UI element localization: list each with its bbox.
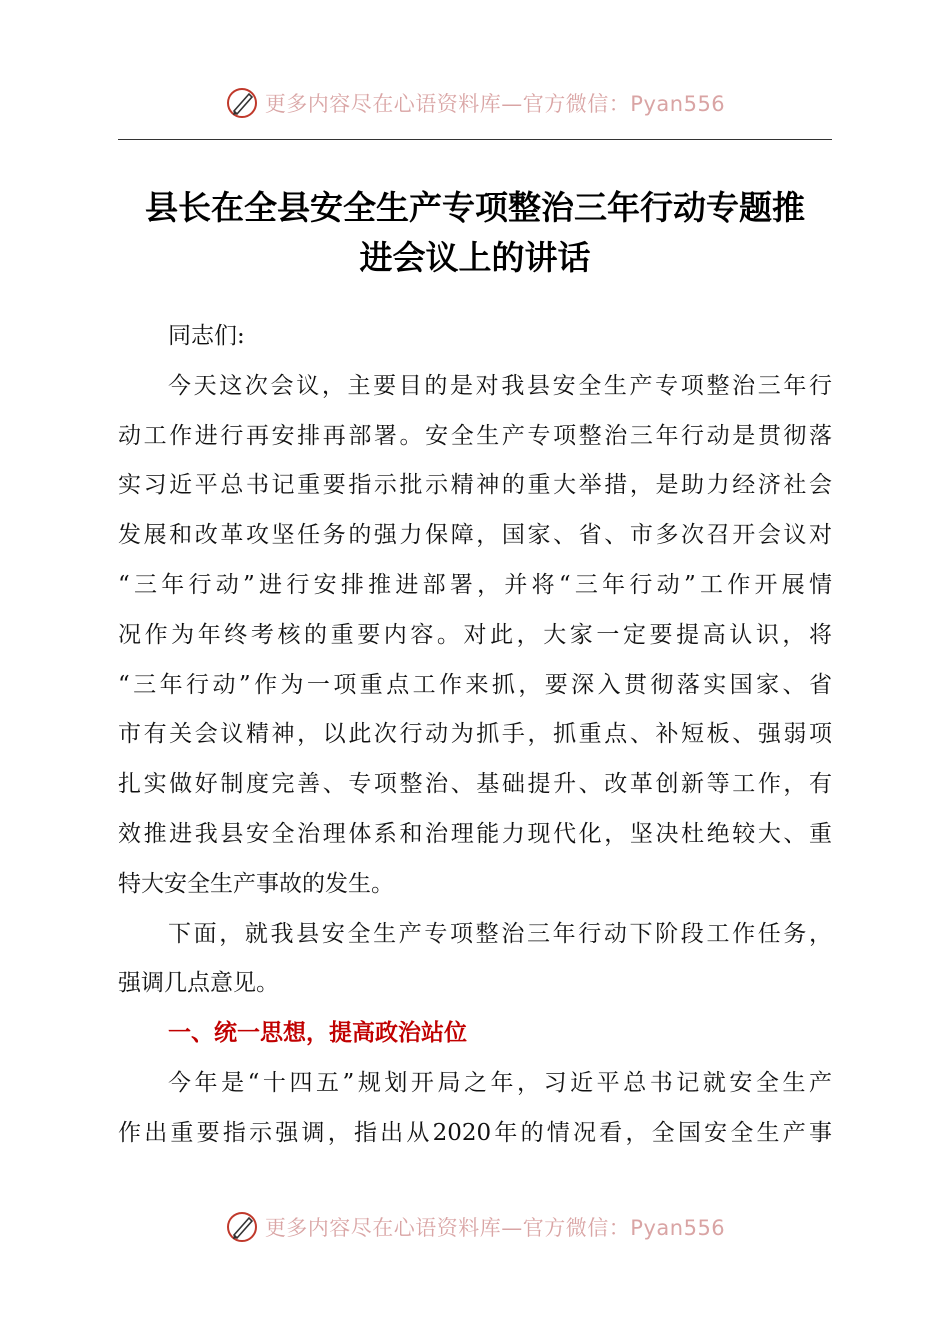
text-line: 况作为年终考核的重要内容。对此，大家一定要提高认识，将 [118, 621, 832, 648]
footer-banner [0, 1202, 950, 1252]
text-line: 下面，就我县安全生产专项整治三年行动下阶段工作任务， [168, 920, 832, 947]
header-rule [118, 139, 832, 140]
text-line: 发展和改革攻坚任务的强力保障，国家、省、市多次召开会议对 [118, 522, 832, 549]
banner-text: 更多内容尽在心语资料库—官方微信：Pyan556 [264, 92, 726, 116]
pen-logo-icon [225, 86, 259, 120]
header-banner [0, 78, 950, 128]
paragraph-3 [118, 1059, 832, 1159]
text-line: 实习近平总书记重要指示批示精神的重大举措，是助力经济社会 [118, 472, 832, 499]
text-line: 动工作进行再安排再部署。安全生产专项整治三年行动是贯彻落 [118, 422, 832, 449]
paragraph-1 [118, 362, 832, 910]
text-line: “三年行动”作为一项重点工作来抓，要深入贯彻落实国家、省 [118, 671, 832, 698]
text-line: 今天这次会议，主要目的是对我县安全生产专项整治三年行 [168, 372, 832, 399]
paragraph-2 [118, 910, 832, 1010]
banner-text: 更多内容尽在心语资料库—官方微信：Pyan556 [264, 1216, 726, 1240]
title-line-1: 县长在全县安全生产专项整治三年行动专题推 [145, 188, 805, 227]
text-line: 作出重要指示强调，指出从2020年的情况看，全国安全生产事 [118, 1119, 832, 1146]
pen-logo-icon [225, 1210, 259, 1244]
text-line: 市有关会议精神，以此次行动为抓手，抓重点、补短板、强弱项 [118, 721, 832, 748]
text-line: 今年是“十四五”规划开局之年，习近平总书记就安全生产 [168, 1069, 832, 1096]
text-line: 强调几点意见。 [118, 970, 279, 997]
text-line: “三年行动”进行安排推进部署，并将“三年行动”工作开展情 [118, 571, 832, 598]
title-line-2: 进会议上的讲话 [359, 238, 591, 277]
document-body [118, 312, 832, 1159]
text-line: 扎实做好制度完善、专项整治、基础提升、改革创新等工作，有 [118, 771, 832, 798]
document-title [118, 183, 832, 283]
text-line: 特大安全生产事故的发生。 [118, 870, 394, 897]
section-heading: 一、统一思想，提高政治站位 [168, 1020, 467, 1047]
text-line: 效推进我县安全治理体系和治理能力现代化，坚决杜绝较大、重 [118, 820, 832, 847]
greeting: 同志们: [168, 323, 245, 349]
